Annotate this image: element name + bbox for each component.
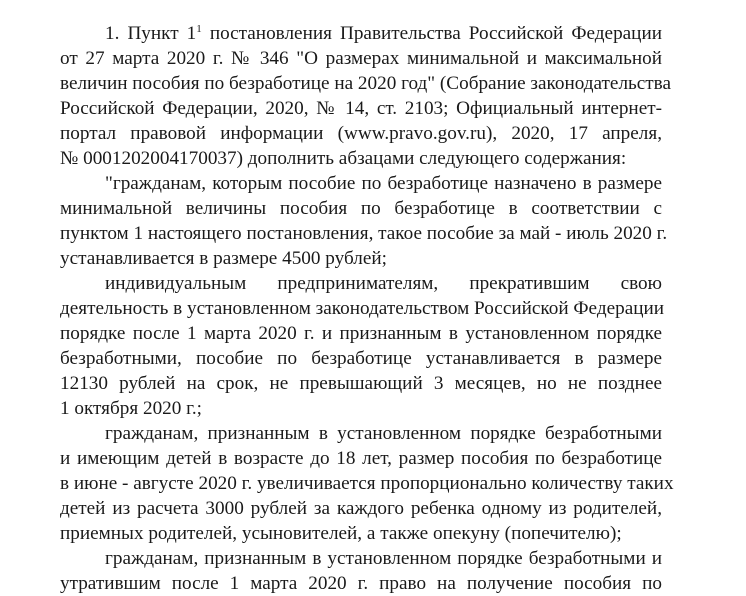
document-line: порядке после 1 марта 2020 г. и признанным в установленном порядке	[60, 323, 662, 344]
document-line: гражданам, признанным в установленном порядке безработными и	[105, 548, 662, 569]
document-line: 12130 рублей на срок, не превышающий 3 месяцев, но не позднее	[60, 373, 662, 394]
line-text: постановления Правительства Российской Федерации	[201, 23, 662, 44]
document-line: приемных родителей, усыновителей, а также опекуну (попечителю);	[60, 523, 622, 544]
document-line: в июне - августе 2020 г. увеличивается пропорционально количеству таких	[60, 473, 674, 494]
line-text: 1. Пункт 1	[105, 23, 197, 44]
document-line: устанавливается в размере 4500 рублей;	[60, 248, 387, 269]
document-line: деятельность в установленном законодательством Российской Федерации	[60, 298, 665, 319]
document-line: пунктом 1 настоящего постановления, такое пособие за май - июль 2020 г.	[60, 223, 668, 244]
document-line: гражданам, признанным в установленном порядке безработными	[105, 423, 662, 444]
document-line: № 0001202004170037) дополнить абзацами следующего содержания:	[60, 148, 627, 169]
document-line	[105, 21, 662, 46]
document-line: и имеющим детей в возрасте до 18 лет, размер пособия по безработице	[60, 448, 662, 469]
document-line: детей из расчета 3000 рублей за каждого ребенка одному из родителей,	[60, 498, 662, 519]
document-line: минимальной величины пособия по безработице в соответствии с	[60, 198, 662, 219]
document-line: 1 октября 2020 г.;	[60, 398, 202, 419]
document-line: безработными, пособие по безработице устанавливается в размере	[60, 348, 662, 369]
document-line: величин пособия по безработице на 2020 год" (Собрание законодательства	[60, 73, 671, 94]
document-line: индивидуальным предпринимателям, прекратившим свою	[105, 273, 662, 294]
document-line: Российской Федерации, 2020, № 14, ст. 2103; Официальный интернет-	[60, 98, 662, 119]
document-line: "гражданам, которым пособие по безработице назначено в размере	[105, 173, 662, 194]
document-line: утратившим после 1 марта 2020 г. право на получение пособия по	[60, 573, 662, 594]
document-line: портал правовой информации (www.pravo.gov.ru), 2020, 17 апреля,	[60, 123, 662, 144]
document-line: от 27 марта 2020 г. № 346 "О размерах минимальной и максимальной	[60, 48, 662, 69]
superscript: 1	[196, 23, 202, 35]
